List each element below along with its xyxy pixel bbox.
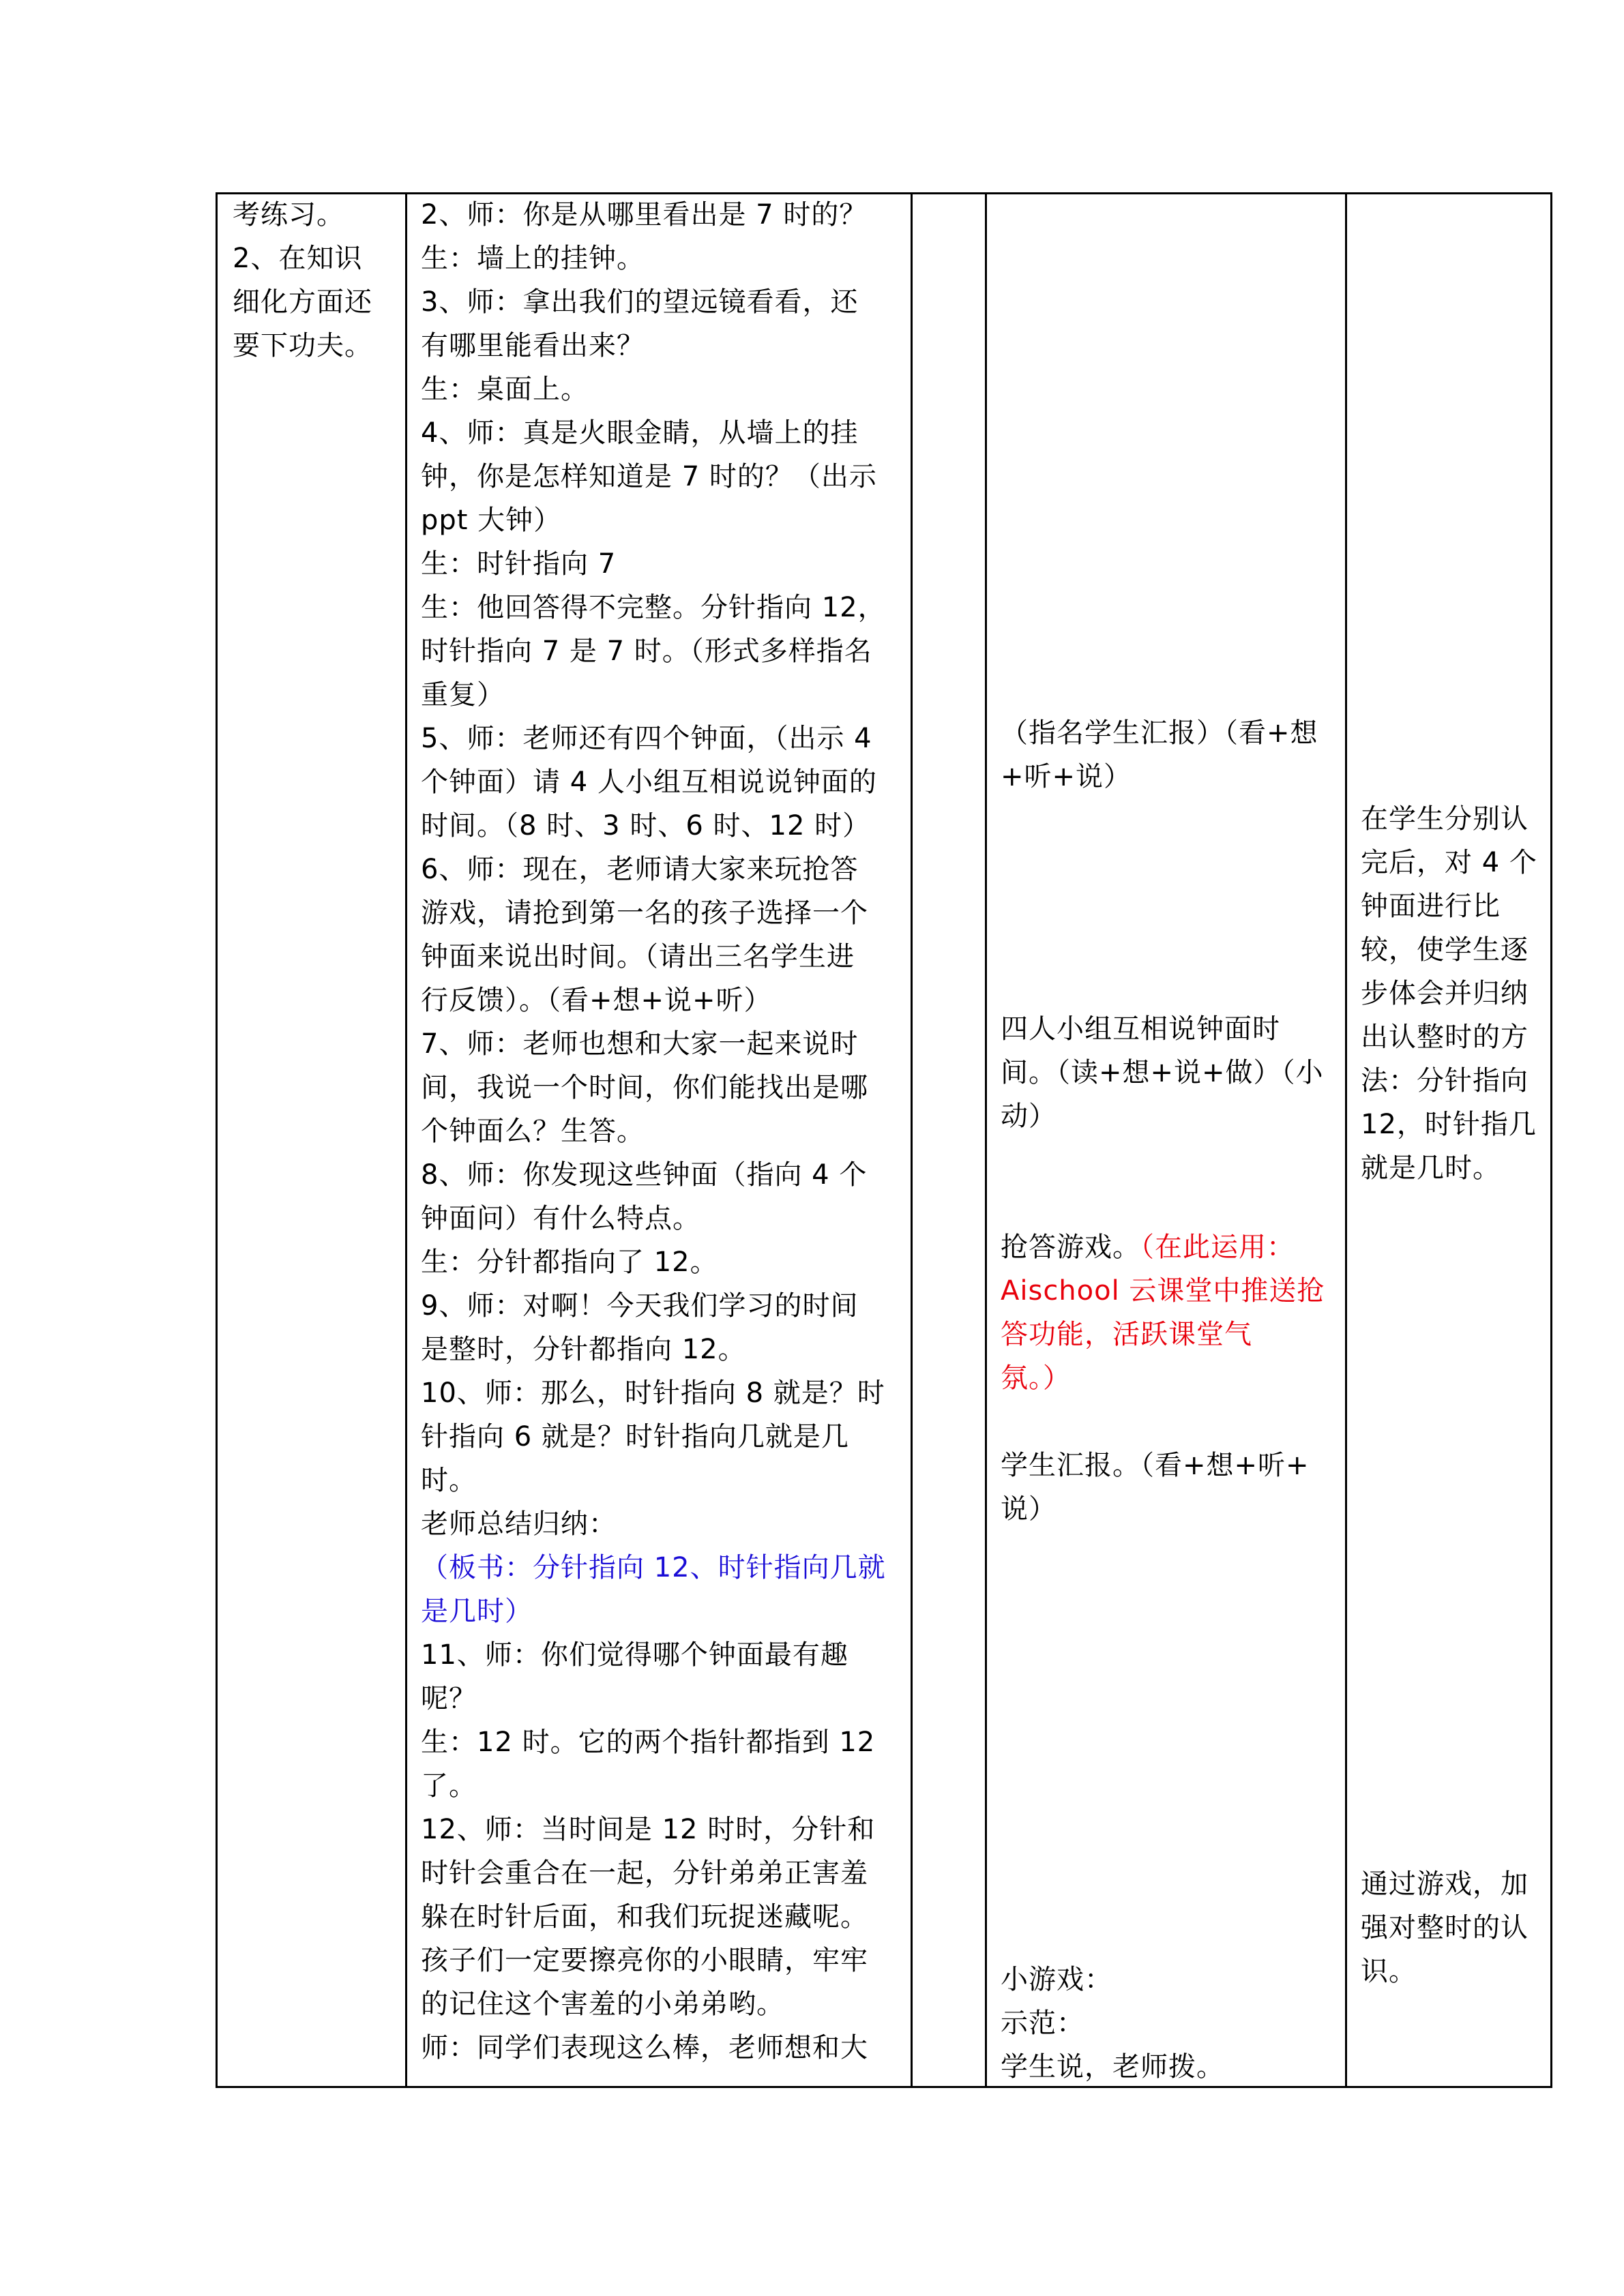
text-line: 重复） [421, 679, 505, 711]
column-divider [405, 194, 407, 2086]
text-line: 法：分针指向 [1361, 1065, 1529, 1097]
text-line: 时针指向 7 是 7 时。（形式多样指名 [421, 636, 872, 667]
text-line: 是整时，分针都指向 12。 [421, 1334, 746, 1365]
text-line: 完后，对 4 个 [1361, 847, 1537, 878]
text-line: 行反馈）。（看+想+说+听） [421, 985, 772, 1016]
quiz-label: 抢答游戏。 [1001, 1232, 1140, 1263]
text-line: 9、师：对啊！今天我们学习的时间 [421, 1290, 859, 1322]
text-line: 间。（读+想+说+做）（小 [1001, 1057, 1324, 1088]
blackboard-note-line: （板书：分针指向 12、时针指向几就 [421, 1552, 886, 1583]
text-line: 说） [1001, 1493, 1057, 1525]
text-line: 5、师：老师还有四个钟面，（出示 4 [421, 723, 872, 754]
text-line: 孩子们一定要擦亮你的小眼睛，牢牢 [421, 1945, 868, 1976]
text-line: 4、师：真是火眼金睛，从墙上的挂 [421, 417, 859, 449]
text-line: 生：他回答得不完整。分针指向 12， [421, 592, 886, 623]
text-line: 就是几时。 [1361, 1152, 1501, 1184]
text-line: 的记住这个害羞的小弟弟哟。 [421, 1988, 784, 2020]
text-line: 7、师：老师也想和大家一起来说时 [421, 1028, 859, 1060]
text-line: 2、师：你是从哪里看出是 7 时的？ [421, 199, 868, 230]
blackboard-note-line: 是几时） [421, 1596, 533, 1627]
text-line: 识。 [1361, 1956, 1417, 1987]
text-line: 有哪里能看出来？ [421, 330, 645, 361]
student-activity-report [1001, 711, 1342, 799]
text-line: 时针会重合在一起，分针弟弟正害羞 [421, 1858, 868, 1889]
text-line: 了。 [421, 1770, 477, 1802]
text-line: 钟，你是怎样知道是 7 时的？（出示 [421, 461, 877, 492]
student-activity-quiz [1001, 1225, 1342, 1400]
text-line: 示范： [1001, 2008, 1084, 2039]
text-line: 钟面来说出时间。（请出三名学生进 [421, 941, 855, 972]
text-line: 11、师：你们觉得哪个钟面最有趣 [421, 1639, 848, 1671]
text-line: 3、师：拿出我们的望远镜看看，还 [421, 286, 859, 318]
text-line: 出认整时的方 [1361, 1022, 1529, 1053]
student-activity-group [1001, 1007, 1342, 1138]
text-line: 呢？ [421, 1683, 477, 1714]
text-line: 时。 [421, 1465, 477, 1496]
text-line: +听+说） [1001, 761, 1132, 792]
text-line [1001, 1225, 1342, 1269]
student-activity-game [1001, 1958, 1342, 2089]
text-line: 师：同学们表现这么棒，老师想和大 [421, 2032, 868, 2063]
text-line: （指名学生汇报）（看+想 [1001, 717, 1318, 749]
text-line: 生：12 时。它的两个指针都指到 12 [421, 1727, 876, 1758]
highlight-note: Aischool 云课堂中推送抢 [1001, 1275, 1325, 1307]
text-line: 钟面问）有什么特点。 [421, 1203, 700, 1234]
text-line: 6、师：现在，老师请大家来玩抢答 [421, 854, 859, 885]
design-intent-comparison [1361, 797, 1545, 1190]
highlight-note: （在此运用： [1140, 1232, 1295, 1263]
text-line: 游戏，请抢到第一名的孩子选择一个 [421, 897, 868, 929]
text-line: 个钟面）请 4 人小组互相说说钟面的 [421, 766, 877, 798]
design-intent-game [1361, 1862, 1545, 1993]
text-line: 时间。（8 时、3 时、6 时、12 时） [421, 810, 871, 841]
student-activity-summary [1001, 1444, 1342, 1531]
reflection-column [233, 193, 396, 368]
text-line: 小游戏： [1001, 1964, 1112, 1995]
text-line: 要下功夫。 [233, 330, 372, 361]
text-line: 躲在时针后面，和我们玩捉迷藏呢。 [421, 1901, 868, 1933]
text-line: 生：桌面上。 [421, 374, 589, 405]
text-line: 细化方面还 [233, 286, 372, 318]
text-line: 强对整时的认 [1361, 1912, 1529, 1943]
text-line: 个钟面么？生答。 [421, 1116, 645, 1147]
text-line: 针指向 6 就是？时针指向几就是几 [421, 1421, 849, 1452]
text-line: 通过游戏，加 [1361, 1868, 1529, 1900]
text-line: 考练习。 [233, 199, 344, 230]
text-line: 学生汇报。（看+想+听+ [1001, 1450, 1310, 1481]
text-line: 12、师：当时间是 12 时时，分针和 [421, 1814, 876, 1845]
teaching-process-column [421, 193, 906, 2070]
text-line: 8、师：你发现这些钟面（指向 4 个 [421, 1159, 868, 1191]
text-line: 动） [1001, 1101, 1057, 1132]
text-line: 学生说，老师拨。 [1001, 2051, 1224, 2083]
text-line: 老师总结归纳： [421, 1508, 617, 1540]
text-line: 在学生分别认 [1361, 803, 1529, 835]
text-line: 步体会并归纳 [1361, 978, 1529, 1009]
text-line: 四人小组互相说钟面时 [1001, 1013, 1280, 1045]
highlight-note: 答功能，活跃课堂气 [1001, 1319, 1252, 1350]
text-line: ppt 大钟） [421, 505, 562, 536]
text-line: 10、师：那么，时针指向 8 就是？时 [421, 1377, 885, 1409]
text-line: 间，我说一个时间，你们能找出是哪 [421, 1072, 868, 1103]
highlight-note: 氛。） [1001, 1362, 1071, 1394]
empty-column [913, 194, 985, 2086]
text-line: 生：分针都指向了 12。 [421, 1247, 718, 1278]
text-line: 较，使学生逐 [1361, 934, 1529, 966]
column-divider [985, 194, 987, 2086]
lesson-plan-table [216, 192, 1552, 2088]
text-line: 钟面进行比 [1361, 891, 1501, 922]
text-line: 12，时针指几 [1361, 1109, 1537, 1140]
text-line: 2、在知识 [233, 243, 363, 274]
column-divider [1345, 194, 1347, 2086]
text-line: 生：墙上的挂钟。 [421, 243, 645, 274]
text-line: 生：时针指向 7 [421, 548, 617, 580]
